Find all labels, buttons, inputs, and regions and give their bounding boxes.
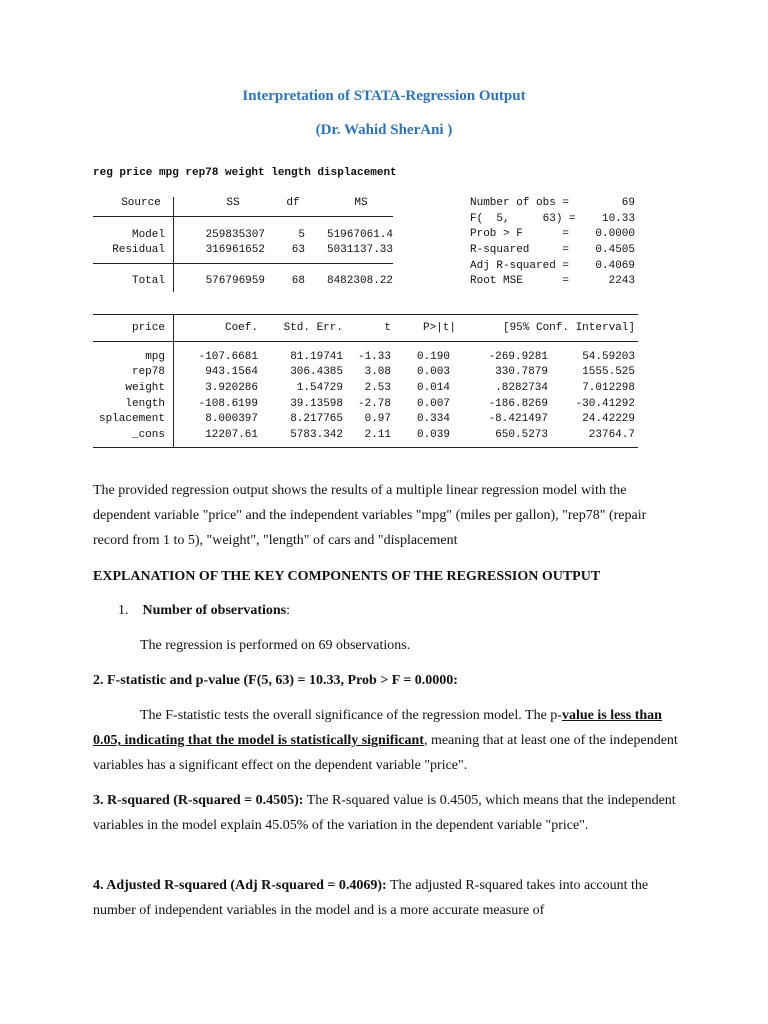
divider [93, 341, 173, 342]
divider [174, 447, 638, 448]
item-label: Number of observations [142, 603, 287, 618]
divider [93, 216, 173, 217]
divider [174, 263, 393, 264]
anova-source: Model [131, 229, 165, 241]
item-2-emphasis: value is less than 0.05, indicating that the model is statistically significant [93, 708, 662, 748]
stat-value: 69 [621, 197, 635, 209]
coef-ci-high: 7.012298 [582, 382, 635, 394]
coef-ci-low: 650.5273 [495, 429, 548, 441]
coef-ci-low: -186.8269 [488, 398, 548, 410]
coef-var: mpg [145, 351, 165, 363]
anova-ms: 51967061.4 [326, 229, 393, 241]
anova-total-df: 68 [291, 275, 305, 287]
stat-label: R-squared = [470, 244, 570, 256]
stat-value: 0.4505 [595, 244, 635, 256]
coef-ci-high: 1555.525 [582, 366, 635, 378]
coef-t: -2.78 [357, 398, 391, 410]
coef-se: 8.217765 [290, 413, 343, 425]
intro-paragraph [93, 478, 678, 553]
stat-value: 10.33 [601, 213, 635, 225]
table-separator [173, 197, 174, 292]
coef-value: 3.920286 [205, 382, 258, 394]
item-number: 1. [118, 603, 129, 618]
item-4-paragraph [93, 873, 678, 923]
coef-t: 2.53 [364, 382, 391, 394]
anova-ss: 316961652 [205, 244, 265, 256]
anova-df: 5 [298, 229, 305, 241]
coef-se: 5783.342 [290, 429, 343, 441]
anova-total-ss: 576796959 [205, 275, 265, 287]
coef-var: splacement [98, 413, 165, 425]
item-2-text-c: , meaning that at least one of the independent variables has a significant effect on the dependent variable "price". [93, 733, 678, 773]
stat-label: Adj R-squared = [470, 260, 570, 272]
anova-header-ms: MS [354, 197, 368, 209]
author-line: (Dr. Wahid SherAni ) [315, 122, 453, 138]
stat-value: 2243 [608, 275, 635, 287]
coef-value: 8.000397 [205, 413, 258, 425]
coef-p: 0.014 [416, 382, 450, 394]
coef-ci-low: -8.421497 [488, 413, 548, 425]
divider [174, 216, 393, 217]
item-2-paragraph [93, 703, 678, 778]
anova-header-df: df [286, 197, 300, 209]
stat-label: Number of obs = [470, 197, 570, 209]
coef-t: 0.97 [364, 413, 391, 425]
item-2-text-a: The F-statistic tests the overall significance of the regression model. The p- [140, 708, 562, 723]
coef-p: 0.039 [416, 429, 450, 441]
coef-se: 81.19741 [290, 351, 343, 363]
coef-var: _cons [131, 429, 165, 441]
coef-ci-high: 24.42229 [582, 413, 635, 425]
coef-ci-low: 330.7879 [495, 366, 548, 378]
anova-header-source: Source [121, 197, 161, 209]
coef-t: -1.33 [357, 351, 391, 363]
coef-value: -108.6199 [198, 398, 258, 410]
item-4-text: The adjusted R-squared takes into account the number of independent variables in the model and is a more accurate measure of [93, 878, 649, 918]
coef-ci-high: 54.59203 [582, 351, 635, 363]
anova-source: Residual [112, 244, 165, 256]
coef-header-var: price [131, 322, 165, 334]
page-title: Interpretation of STATA-Regression Output [242, 88, 526, 104]
item-2-heading: 2. F-statistic and p-value (F(5, 63) = 10.33, Prob > F = 0.0000: [93, 673, 458, 688]
coef-var: length [125, 398, 165, 410]
anova-df: 63 [291, 244, 305, 256]
coef-var: weight [125, 382, 165, 394]
item-1-text: The regression is performed on 69 observations. [140, 638, 411, 653]
item-4-label: 4. Adjusted R-squared (Adj R-squared = 0.4069): [93, 878, 387, 893]
stat-value: 0.0000 [595, 228, 635, 240]
coef-p: 0.334 [416, 413, 450, 425]
coef-ci-low: .8282734 [495, 382, 548, 394]
stata-command: reg price mpg rep78 weight length displacement [93, 167, 397, 179]
item-1-heading [118, 598, 703, 623]
divider [93, 263, 173, 264]
coef-var: rep78 [131, 366, 165, 378]
item-colon: : [286, 603, 291, 618]
coef-t: 2.11 [364, 429, 391, 441]
anova-header-ss: SS [226, 197, 240, 209]
intro-text: The provided regression output shows the results of a multiple linear regression model with the dependent variable "price" and the independent variables "mpg" (miles per gallon), "rep78" (repair record from 1 to 5), "weight", "length" of cars and "displacement [93, 483, 647, 548]
coef-se: 39.13598 [290, 398, 343, 410]
anova-total-ms: 8482308.22 [326, 275, 393, 287]
coef-ci-high: -30.41292 [575, 398, 635, 410]
stat-label: Root MSE = [470, 275, 570, 287]
stat-value: 0.4069 [595, 260, 635, 272]
stat-label: F( 5, 63) = [470, 213, 576, 225]
coef-header-ci: [95% Conf. Interval] [502, 322, 635, 334]
coef-ci-low: -269.9281 [488, 351, 548, 363]
divider [93, 314, 638, 315]
anova-ss: 259835307 [205, 229, 265, 241]
coef-value: -107.6681 [198, 351, 258, 363]
divider [174, 341, 638, 342]
coef-header-coef: Coef. [224, 322, 258, 334]
coef-header-t: t [384, 322, 391, 334]
coef-header-p: P>|t| [422, 322, 456, 334]
divider [93, 447, 173, 448]
coef-header-se: Std. Err. [283, 322, 343, 334]
coef-p: 0.003 [416, 366, 450, 378]
coef-ci-high: 23764.7 [588, 429, 635, 441]
anova-total-source: Total [131, 275, 165, 287]
coef-se: 306.4385 [290, 366, 343, 378]
item-3-label: 3. R-squared (R-squared = 0.4505): [93, 793, 304, 808]
coef-p: 0.007 [416, 398, 450, 410]
coef-value: 12207.61 [205, 429, 258, 441]
coef-value: 943.1564 [205, 366, 258, 378]
coef-p: 0.190 [416, 351, 450, 363]
item-3-paragraph [93, 788, 678, 838]
stat-label: Prob > F = [470, 228, 570, 240]
section-heading: EXPLANATION OF THE KEY COMPONENTS OF THE REGRESSION OUTPUT [93, 569, 601, 584]
anova-ms: 5031137.33 [326, 244, 393, 256]
coef-t: 3.08 [364, 366, 391, 378]
coef-se: 1.54729 [296, 382, 343, 394]
item-3-text: The R-squared value is 0.4505, which means that the independent variables in the model explain 45.05% of the variation in the dependent variable "price". [93, 793, 676, 833]
table-separator [173, 314, 174, 448]
